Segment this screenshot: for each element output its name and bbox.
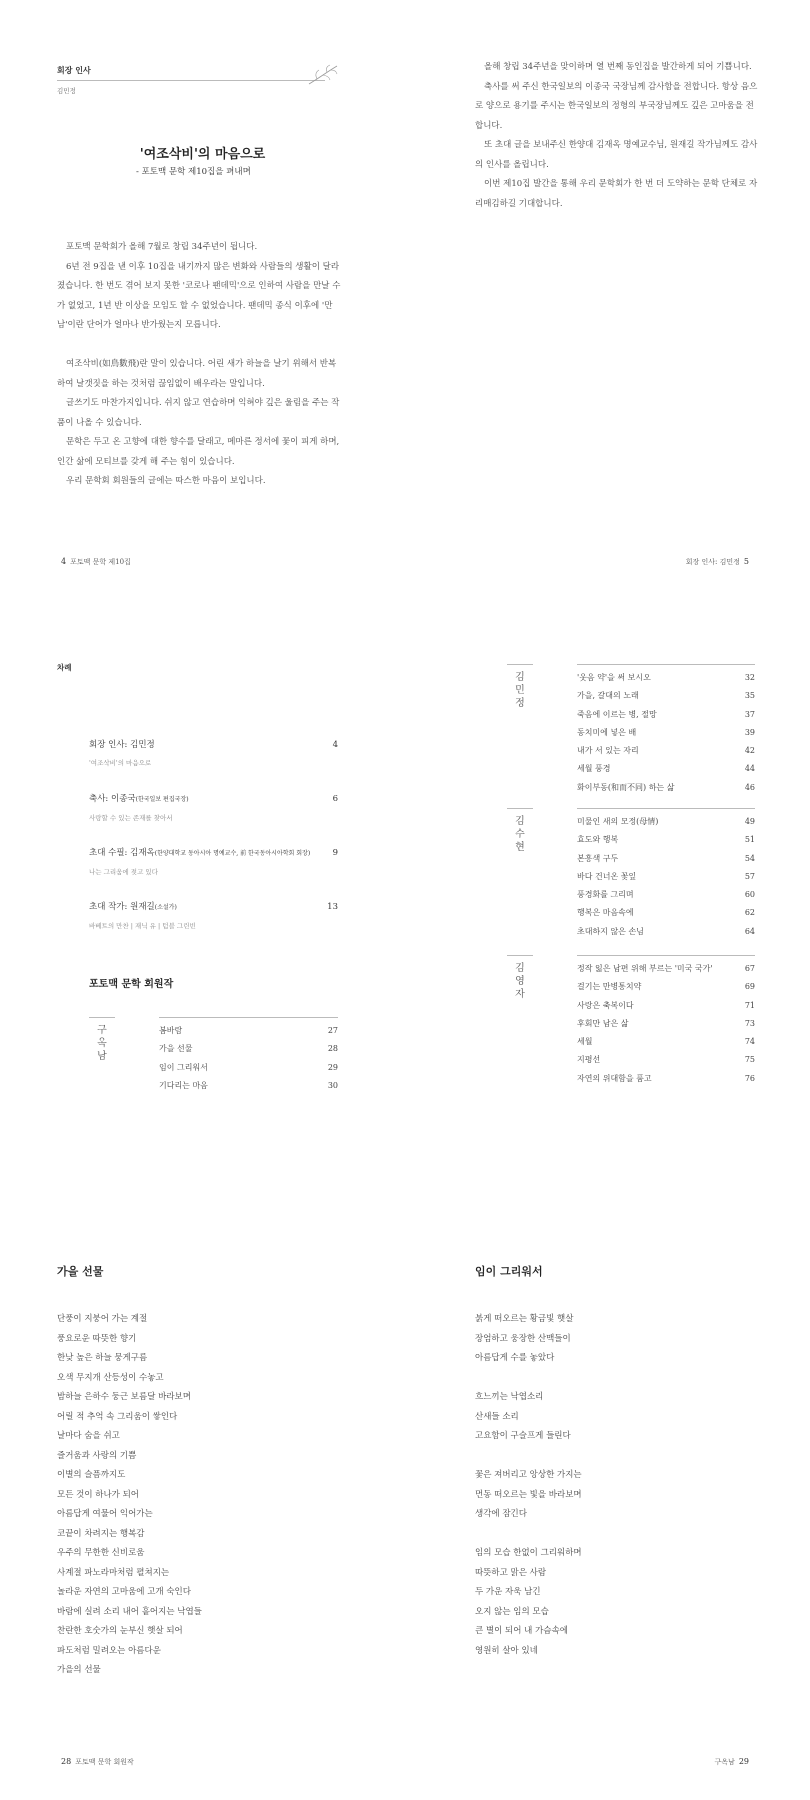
- toc-item[interactable]: 효도와 행복 51: [577, 835, 755, 845]
- poem-line: 영원히 살아 있네: [475, 1645, 538, 1656]
- toc-section-title: 포토맥 문학 회원작: [89, 979, 174, 990]
- paragraph: 우리 문학회 회원들의 글에는 따스한 마음이 보입니다.: [66, 476, 266, 486]
- poem-body: [475, 1310, 582, 1661]
- poem-line: 붉게 떠오르는 황금빛 햇살: [475, 1314, 574, 1324]
- toc-entry-label: 초대 수필: 김재옥: [89, 848, 155, 858]
- running-footer: 포토맥 문학 제10집: [70, 558, 131, 566]
- poem-line: 꽃은 져버리고 앙상한 가지는: [475, 1470, 582, 1480]
- poem-line: 놀라운 자연의 고마움에 고개 숙인다: [57, 1587, 191, 1597]
- toc-item[interactable]: 기다리는 마음 30: [159, 1080, 338, 1090]
- paragraph: 문학은 두고 온 고향에 대한 향수를 달래고, 메마른 정서에 꽃이 피게 하며, 인간 삶에 모티브를 갖게 해 주는 힘이 있습니다.: [57, 437, 340, 467]
- toc-entry[interactable]: [89, 792, 338, 825]
- toc-entry-page: 9: [332, 848, 338, 858]
- author-name: 김민정: [57, 87, 76, 95]
- toc-entry-label: 초대 작가: 원재길: [89, 902, 155, 912]
- toc-entry[interactable]: [89, 738, 338, 770]
- toc-author-list: [577, 664, 755, 797]
- toc-entry[interactable]: [89, 846, 338, 879]
- poem-line: 따뜻하고 맑은 사람: [475, 1567, 547, 1578]
- toc-item[interactable]: 미물인 새의 모정(母情) 49: [577, 817, 755, 826]
- toc-author-list: [159, 1017, 338, 1095]
- toc-entry-subtitle: 나는 그리움에 젖고 있다: [89, 868, 158, 876]
- poem-line: 즐거움과 사랑의 기쁨: [57, 1450, 137, 1461]
- poem-body: [57, 1310, 202, 1681]
- toc-author-list: [577, 808, 755, 941]
- paragraph: 올해 창립 34주년을 맞이하며 열 번째 동인집을 발간하게 되어 기쁩니다.: [484, 62, 752, 72]
- page-number: 28: [61, 1757, 72, 1766]
- toc-entry-subtitle: 바베트의 만찬 | 재닉 유 | 텀블 그린빈: [89, 922, 196, 930]
- paragraph: 포토맥 문학회가 올해 7월로 창립 34주년이 됩니다.: [66, 242, 258, 252]
- toc-title: 차례: [57, 663, 72, 672]
- toc-item[interactable]: '웃음 약'을 써 보시오 32: [577, 673, 755, 682]
- poem-line: 이별의 슬픔까지도: [57, 1470, 126, 1480]
- toc-item[interactable]: 지평선 75: [577, 1055, 755, 1065]
- author-vertical-name: 김 수 현: [507, 808, 533, 854]
- paragraph: 축사를 써 주신 한국일보의 이종국 국장님께 감사함을 전합니다. 항상 음으로 양으로 용기를 주시는 한국일보의 정형의 부국장님께도 깊은 고마움을 전합니다.: [475, 81, 758, 131]
- toc-item[interactable]: 내가 서 있는 자리 42: [577, 746, 755, 756]
- toc-item[interactable]: 풍경화를 그리며 60: [577, 890, 755, 900]
- toc-item[interactable]: 사랑은 축복이다 71: [577, 1000, 755, 1010]
- poem-line: 바람에 실려 소리 내어 흩어지는 낙엽들: [57, 1606, 202, 1617]
- poem-line: 먼동 떠오르는 빛을 바라보며: [475, 1489, 582, 1500]
- poem-line: 생각에 잠긴다: [475, 1509, 527, 1519]
- paragraph: 이번 제10집 발간을 통해 우리 문학회가 한 번 더 도약하는 문학 단체로 자리매김하길 기대합니다.: [475, 179, 758, 209]
- toc-item[interactable]: 후회만 남은 삶 73: [577, 1018, 755, 1028]
- article-title: '여조삭비'의 마음으로: [139, 147, 266, 162]
- poem-line: 코끝이 차려지는 행복감: [57, 1528, 145, 1539]
- toc-item[interactable]: 행복은 마음속에 62: [577, 908, 755, 918]
- poem-title: 임이 그리워서: [475, 1265, 543, 1278]
- paragraph: 글쓰기도 마찬가지입니다. 쉬지 않고 연습하며 익혀야 깊은 울림을 주는 작품이 나올 수 있습니다.: [57, 398, 340, 428]
- leaf-ornament-icon: [307, 64, 339, 86]
- toc-item[interactable]: 본흥색 구두 54: [577, 853, 755, 863]
- heading-rule: [57, 80, 325, 81]
- toc-entry-page: 6: [332, 794, 338, 804]
- toc-author-list: [577, 955, 755, 1088]
- toc-item[interactable]: 가을 선물 28: [159, 1044, 338, 1054]
- running-footer: 회장 인사: 김민정: [685, 558, 740, 566]
- poem-line: 오색 무지개 산등성이 수놓고: [57, 1372, 164, 1383]
- paragraph: 6년 전 9집을 낸 이후 10집을 내기까지 많은 변화와 사람들의 생활이 달라졌습니다. 한 번도 겪어 보지 못한 '코로나 팬데믹'으로 인하여 사람을 만날 수가 없었고, 1년 반 이상을 모임도 할 수 없었습니다. 팬데믹 종식 이후에 '만남'이란 단어가 얼마나 반가웠는지 모릅니다.: [57, 261, 341, 330]
- author-vertical-name: 김 민 정: [507, 664, 533, 710]
- toc-item[interactable]: 봄바람 27: [159, 1026, 338, 1035]
- toc-item[interactable]: 자연의 위대함을 품고 76: [577, 1073, 755, 1083]
- page-footer: [715, 1757, 753, 1767]
- page-number: 4: [61, 557, 67, 566]
- toc-item[interactable]: 세월 74: [577, 1037, 755, 1047]
- toc-entry-page: 13: [327, 902, 338, 912]
- toc-entry-label: 회장 인사: 김민정: [89, 740, 155, 750]
- toc-item[interactable]: 가을, 갈대의 노래 35: [577, 691, 755, 701]
- poem-line: 큰 별이 되어 내 가슴속에: [475, 1626, 568, 1636]
- poem-line: 단풍이 지붕어 가는 계절: [57, 1314, 148, 1324]
- toc-entry-note: (한국일보 편집국장): [135, 796, 189, 803]
- toc-item[interactable]: 화이부동(和而不同) 하는 삶 46: [577, 782, 755, 792]
- poem-line: 가을의 선물: [57, 1665, 101, 1675]
- poem-line: 날마다 숨을 쉬고: [57, 1431, 120, 1441]
- toc-item[interactable]: 걸기는 만병통치약 69: [577, 982, 755, 992]
- page-footer: [57, 557, 131, 567]
- poem-line: 산새들 소리: [475, 1411, 519, 1422]
- toc-item[interactable]: 임이 그리워서 29: [159, 1062, 338, 1072]
- poem-line: 우주의 무한한 신비로움: [57, 1548, 145, 1558]
- poem-line: 한낮 높은 하늘 뭉게구름: [57, 1353, 148, 1363]
- page-footer: [686, 557, 753, 567]
- toc-item[interactable]: 세월 풍경 44: [577, 764, 755, 774]
- poem-line: 두 가운 자욱 남긴: [475, 1587, 541, 1597]
- article-body: [57, 238, 342, 492]
- toc-entry-subtitle: '여조삭비'의 마음으로: [89, 759, 152, 767]
- toc-entry-page: 4: [332, 740, 338, 750]
- poem-line: 파도처럼 밀려오는 아름다운: [57, 1645, 161, 1656]
- article-body-continued: [475, 58, 760, 214]
- toc-entry-subtitle: 사랑할 수 있는 존재를 찾아서: [89, 814, 173, 822]
- poem-line: 아름답게 여물어 익어가는: [57, 1509, 153, 1519]
- toc-item[interactable]: 초대하지 않은 손님 64: [577, 926, 755, 936]
- toc-item[interactable]: 바다 건너온 꽃잎 57: [577, 871, 755, 881]
- article-subtitle: - 포토맥 문학 제10집을 펴내며: [136, 167, 251, 177]
- poem-line: 모든 것이 하나가 되어: [57, 1489, 140, 1500]
- paragraph: 여조삭비(如鳥數飛)란 말이 있습니다. 어린 새가 하늘을 날기 위해서 반복하여 날갯짓을 하는 것처럼 끊임없이 배우라는 말입니다.: [57, 359, 337, 389]
- toc-item[interactable]: 죽음에 이르는 병, 절망 37: [577, 709, 755, 719]
- poem-line: 흐느끼는 낙엽소리: [475, 1392, 544, 1402]
- poem-line: 사계절 파노라마처럼 펼쳐지는: [57, 1567, 170, 1578]
- toc-entry[interactable]: [89, 900, 338, 933]
- poem-line: 오지 않는 임의 모습: [475, 1606, 549, 1617]
- poem-line: 장엄하고 웅장한 산맥들이: [475, 1333, 571, 1344]
- poem-line: 풍요로운 따뜻한 향기: [57, 1333, 137, 1344]
- toc-entry-note: (소설가): [154, 904, 177, 911]
- poem-line: 어릴 적 추억 속 그리움이 쌓인다: [57, 1411, 178, 1422]
- paragraph: 또 초대 글을 보내주신 한양대 김재옥 명예교수님, 원재길 작가님께도 감사의 인사를 올립니다.: [475, 140, 758, 170]
- poem-line: 밤하늘 은하수 둥근 보름달 바라보며: [57, 1392, 191, 1402]
- poem-title: 가을 선물: [57, 1265, 104, 1278]
- page-footer: [57, 1757, 134, 1767]
- poem-line: 고요함이 구슬프게 들린다: [475, 1431, 571, 1441]
- section-heading: 회장 인사: [57, 66, 91, 75]
- author-vertical-name: 구 옥 남: [89, 1017, 115, 1063]
- running-footer: 포토맥 문학 회원작: [75, 1758, 134, 1766]
- poem-line: 임의 모습 한없이 그리워하며: [475, 1548, 582, 1558]
- page-number: 5: [743, 557, 749, 566]
- toc-item[interactable]: 정작 잃은 남편 위해 부르는 '미국 국가' 67: [577, 964, 755, 973]
- poem-line: 찬란한 호숫가의 눈부신 햇살 되어: [57, 1626, 183, 1636]
- toc-entry-label: 축사: 이종국: [89, 794, 136, 804]
- page-number: 29: [738, 1757, 749, 1766]
- poem-line: 아름답게 수를 놓았다: [475, 1353, 555, 1363]
- toc-entry-note: (한양대학교 동아시아 명예교수, 前 한국동아시아학회 회장): [154, 850, 311, 857]
- running-footer: 구옥남: [714, 1758, 735, 1766]
- author-vertical-name: 김 영 자: [507, 955, 533, 1001]
- toc-item[interactable]: 동치미에 넣은 배 39: [577, 727, 755, 737]
